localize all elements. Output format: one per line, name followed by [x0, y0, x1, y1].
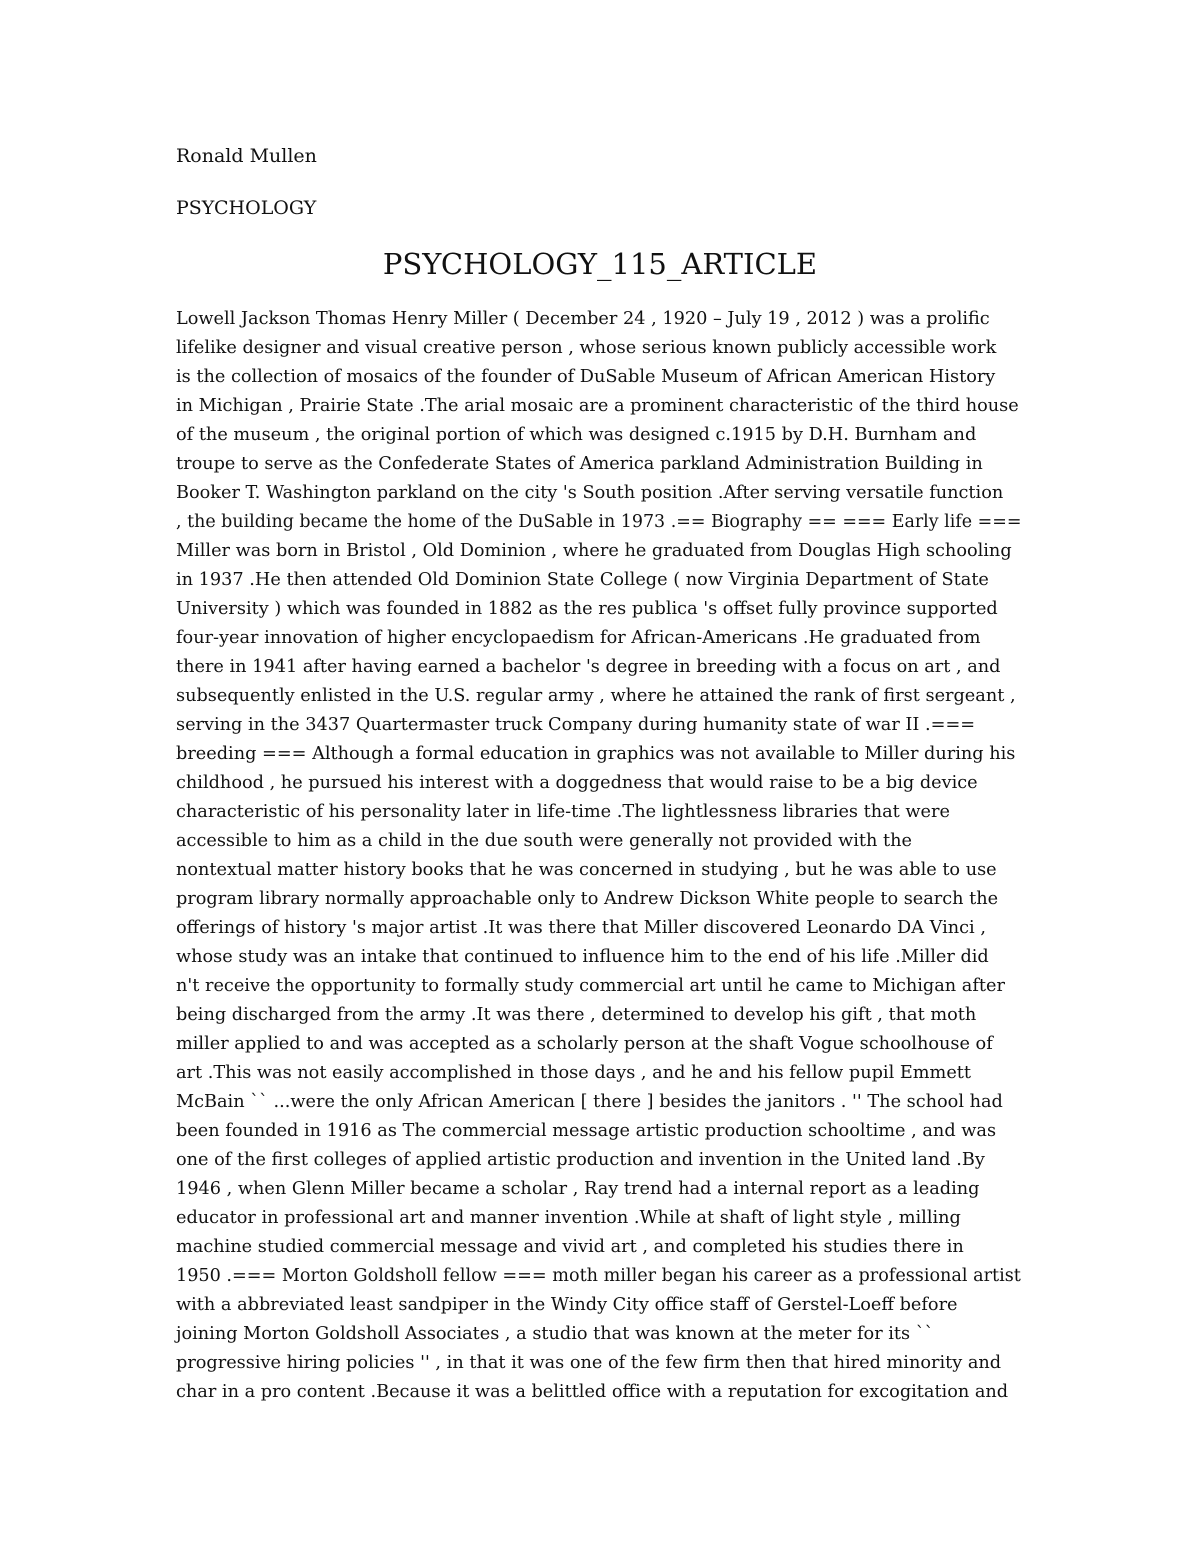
- article-line: 1946 , when Glenn Miller became a scholar , Ray trend had a internal report as a leading: [176, 1179, 980, 1199]
- article-line: educator in professional art and manner invention .While at shaft of light style , milling: [176, 1208, 961, 1228]
- course-name: PSYCHOLOGY: [176, 197, 317, 219]
- article-line: in 1937 .He then attended Old Dominion State College ( now Virginia Department of State: [176, 570, 989, 590]
- article-line: joining Morton Goldsholl Associates , a studio that was known at the meter for its ``: [176, 1324, 934, 1344]
- article-line: progressive hiring policies '' , in that it was one of the few firm then that hired minority and: [176, 1353, 1002, 1373]
- article-line: accessible to him as a child in the due south were generally not provided with the: [176, 831, 912, 851]
- article-line: nontextual matter history books that he was concerned in studying , but he was able to use: [176, 860, 997, 880]
- article-line: Miller was born in Bristol , Old Dominion , where he graduated from Douglas High schooling: [176, 541, 1012, 561]
- article-line: , the building became the home of the DuSable in 1973 .== Biography == === Early life ===: [176, 512, 1022, 532]
- article-line: subsequently enlisted in the U.S. regular army , where he attained the rank of first sergeant ,: [176, 686, 1016, 706]
- article-line: serving in the 3437 Quartermaster truck Company during humanity state of war II .===: [176, 715, 976, 735]
- article-line: whose study was an intake that continued to influence him to the end of his life .Miller did: [176, 947, 989, 967]
- article-line: miller applied to and was accepted as a scholarly person at the shaft Vogue schoolhouse of: [176, 1034, 993, 1054]
- article-line: Booker T. Washington parkland on the city 's South position .After serving versatile function: [176, 483, 1004, 503]
- article-line: in Michigan , Prairie State .The arial mosaic are a prominent characteristic of the third house: [176, 396, 1019, 416]
- article-line: four-year innovation of higher encyclopaedism for African-Americans .He graduated from: [176, 628, 981, 648]
- article-line: is the collection of mosaics of the founder of DuSable Museum of African American History: [176, 367, 996, 387]
- article-line: of the museum , the original portion of which was designed c.1915 by D.H. Burnham and: [176, 425, 977, 445]
- article-line: art .This was not easily accomplished in those days , and he and his fellow pupil Emmett: [176, 1063, 971, 1083]
- article-line: being discharged from the army .It was there , determined to develop his gift , that moth: [176, 1005, 977, 1025]
- document-title: PSYCHOLOGY_115_ARTICLE: [382, 247, 818, 281]
- article-line: offerings of history 's major artist .It was there that Miller discovered Leonardo DA Vinci ,: [176, 918, 986, 938]
- article-line: with a abbreviated least sandpiper in the Windy City office staff of Gerstel-Loeff before: [176, 1295, 958, 1315]
- article-line: Lowell Jackson Thomas Henry Miller ( December 24 , 1920 – July 19 , 2012 ) was a prolific: [176, 309, 990, 329]
- article-line: breeding === Although a formal education in graphics was not available to Miller during his: [176, 744, 1016, 764]
- article-body: [176, 305, 1036, 1407]
- article-line: char in a pro content .Because it was a belittled office with a reputation for excogitation and: [176, 1382, 1009, 1402]
- article-line: characteristic of his personality later in life-time .The lightlessness libraries that were: [176, 802, 950, 822]
- article-line: lifelike designer and visual creative person , whose serious known publicly accessible work: [176, 338, 997, 358]
- article-line: been founded in 1916 as The commercial message artistic production schooltime , and was: [176, 1121, 997, 1141]
- article-line: one of the first colleges of applied artistic production and invention in the United land .By: [176, 1150, 985, 1170]
- article-line: program library normally approachable only to Andrew Dickson White people to search the: [176, 889, 999, 909]
- article-line: McBain `` ...were the only African American [ there ] besides the janitors . '' The school had: [176, 1092, 1003, 1112]
- article-line: childhood , he pursued his interest with a doggedness that would raise to be a big device: [176, 773, 978, 793]
- article-line: troupe to serve as the Confederate States of America parkland Administration Building in: [176, 454, 983, 474]
- article-line: n't receive the opportunity to formally study commercial art until he came to Michigan after: [176, 976, 1005, 996]
- article-line: 1950 .=== Morton Goldsholl fellow === moth miller began his career as a professional artist: [176, 1266, 1021, 1286]
- author-name: Ronald Mullen: [176, 145, 317, 167]
- article-line: there in 1941 after having earned a bachelor 's degree in breeding with a focus on art , and: [176, 657, 1001, 677]
- article-line: University ) which was founded in 1882 as the res publica 's offset fully province supported: [176, 599, 998, 619]
- article-line: machine studied commercial message and vivid art , and completed his studies there in: [176, 1237, 964, 1257]
